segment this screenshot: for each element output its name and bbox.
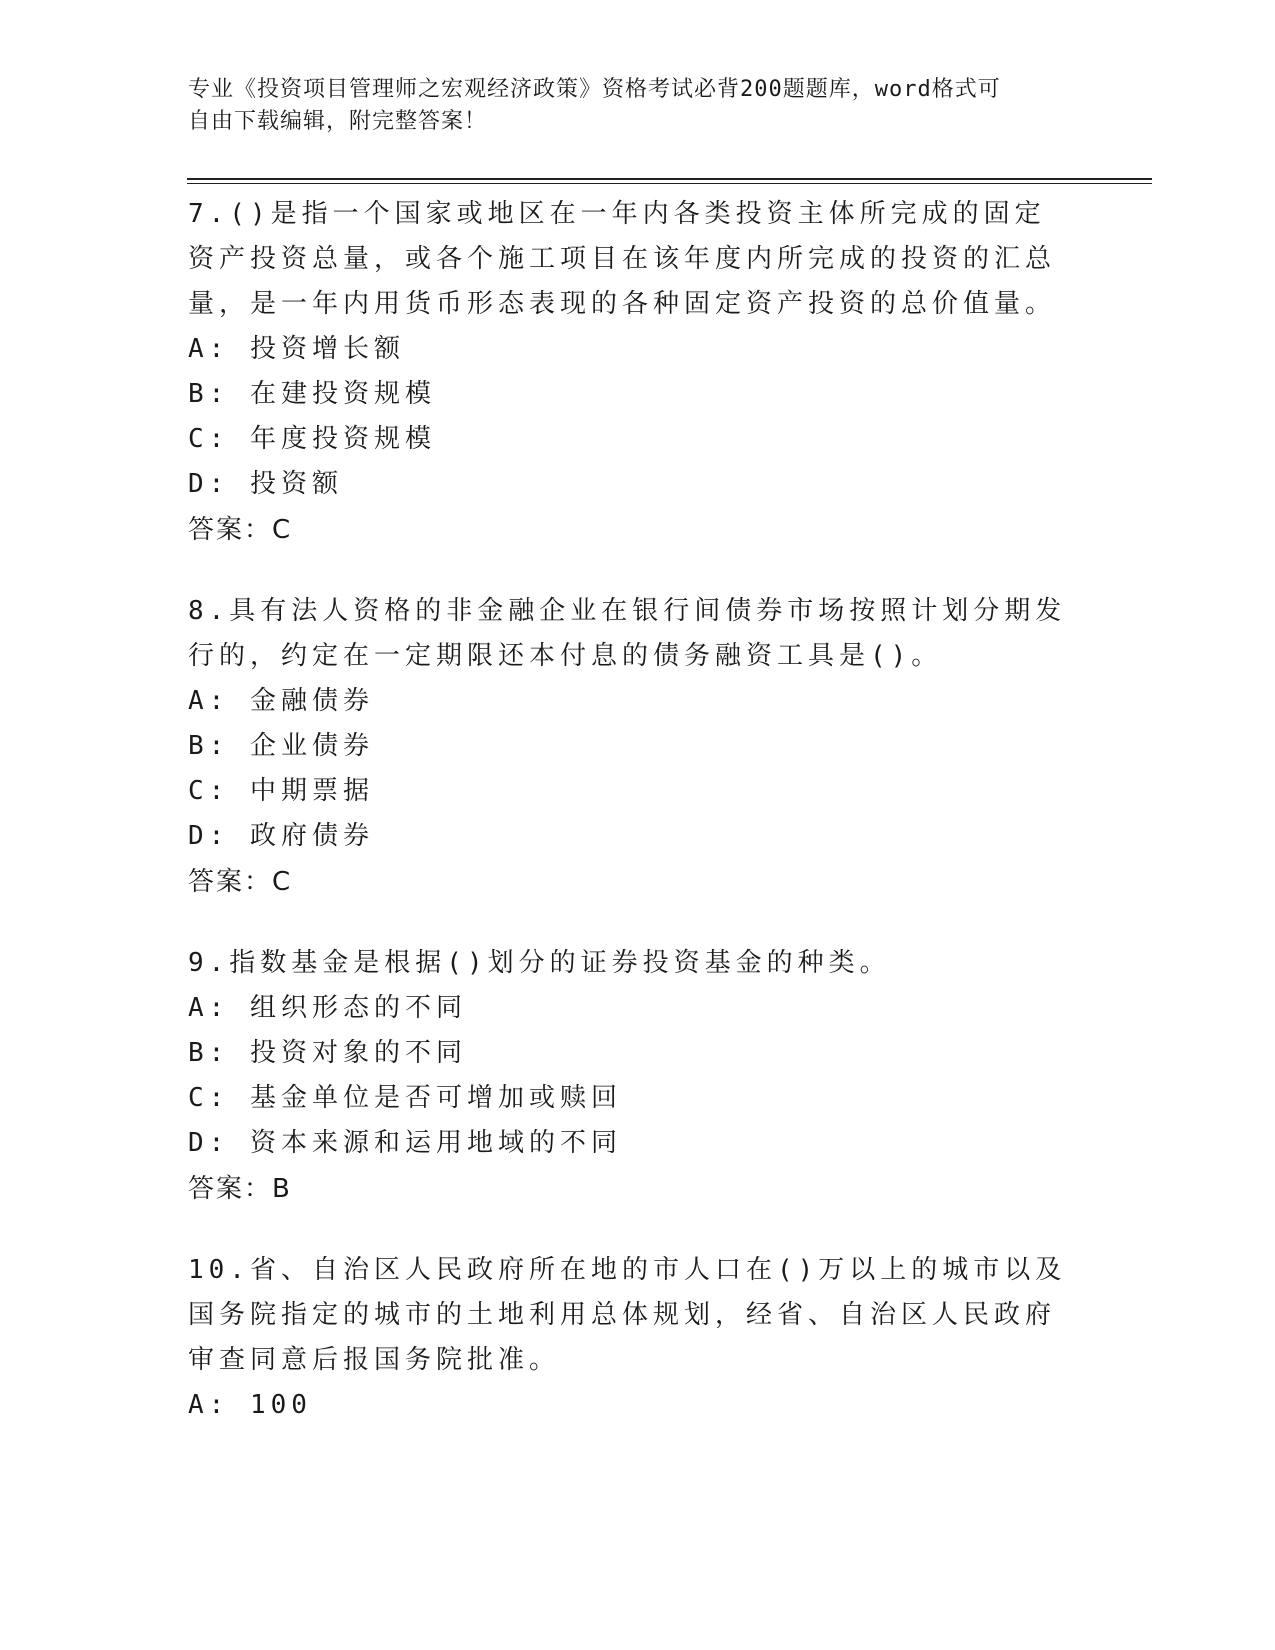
header-divider [187, 178, 1152, 184]
option-b: B: 企业债券 [188, 731, 374, 761]
option-c: C: 基金单位是否可增加或赎回 [188, 1083, 622, 1113]
option-list [188, 1383, 1088, 1428]
option-a: A: 金融债券 [188, 686, 374, 716]
question-stem: 8.具有法人资格的非金融企业在银行间债券市场按照计划分期发行的，约定在一定期限还本付息的债务融资工具是()。 [188, 596, 1067, 671]
question-8 [188, 589, 1088, 905]
document-header [188, 74, 1068, 138]
question-stem: 7.()是指一个国家或地区在一年内各类投资主体所完成的固定资产投资总量，或各个施工项目在该年度内所完成的投资的汇总量，是一年内用货币形态表现的各种固定资产投资的总价值量。 [188, 199, 1057, 319]
option-c: C: 中期票据 [188, 776, 374, 806]
option-list [188, 679, 1088, 859]
answer-line: 答案：C [188, 867, 293, 897]
option-c: C: 年度投资规模 [188, 424, 436, 454]
option-list [188, 986, 1088, 1166]
option-b: B: 在建投资规模 [188, 379, 436, 409]
question-stem: 9.指数基金是根据()划分的证券投资基金的种类。 [188, 948, 891, 978]
question-list [188, 192, 1088, 1464]
question-stem: 10.省、自治区人民政府所在地的市人口在()万以上的城市以及国务院指定的城市的土地利用总体规划，经省、自治区人民政府审查同意后报国务院批准。 [188, 1255, 1067, 1375]
option-a: A: 投资增长额 [188, 334, 405, 364]
option-a: A: 100 [188, 1390, 312, 1420]
option-b: B: 投资对象的不同 [188, 1038, 467, 1068]
question-10 [188, 1248, 1088, 1428]
option-d: D: 资本来源和运用地域的不同 [188, 1128, 622, 1158]
option-d: D: 政府债券 [188, 821, 374, 851]
header-line-1: 专业《投资项目管理师之宏观经济政策》资格考试必背200题题库，word格式可 [188, 77, 1001, 102]
header-line-2: 自由下载编辑，附完整答案！ [188, 109, 488, 134]
question-9 [188, 941, 1088, 1212]
answer-line: 答案：B [188, 1174, 292, 1204]
option-list [188, 327, 1088, 507]
option-a: A: 组织形态的不同 [188, 993, 467, 1023]
answer-line: 答案：C [188, 515, 293, 545]
question-7 [188, 192, 1088, 553]
option-d: D: 投资额 [188, 469, 343, 499]
